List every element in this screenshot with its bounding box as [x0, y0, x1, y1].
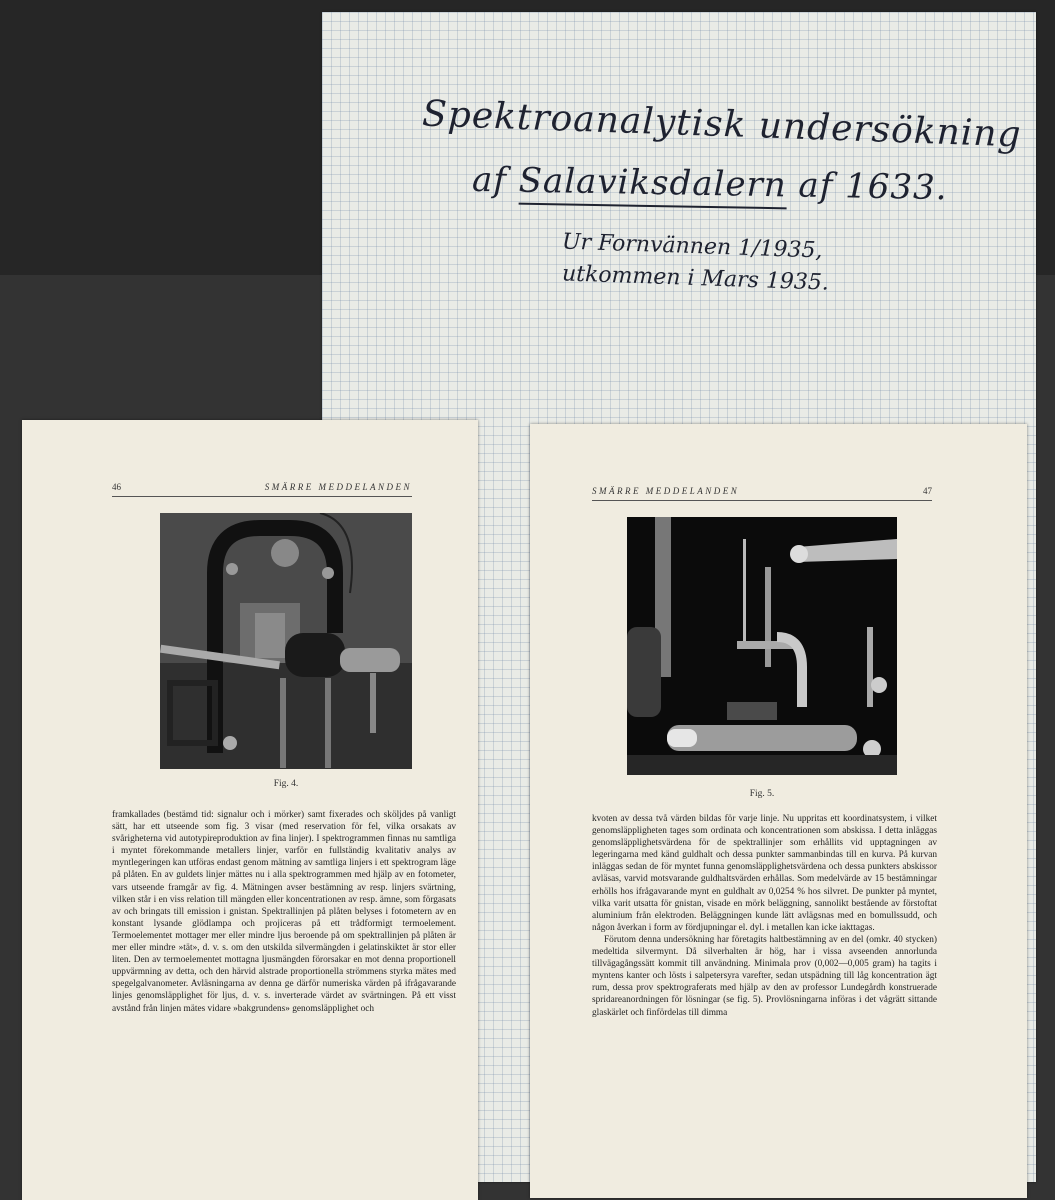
figure-4-photo [160, 513, 412, 769]
page-47 [530, 424, 1027, 1198]
running-head [112, 482, 412, 497]
handwritten-title-line-2 [472, 160, 948, 208]
figure-4-caption: Fig. 4. [273, 779, 299, 789]
page-number: 47 [923, 486, 932, 496]
handwritten-underlined-title: Salaviksdalern [518, 161, 787, 210]
page-47-body-text [592, 813, 937, 1019]
figure-5-photo [627, 517, 897, 775]
figure-5-caption: Fig. 5. [749, 789, 775, 799]
page-46 [22, 420, 478, 1200]
handwritten-source-line: Ur Fornvännen 1/1935, [561, 229, 823, 264]
page-46-body-text [112, 809, 456, 1015]
paragraph: kvoten av dessa två värden bildas för varje linje. Nu uppritas ett koordinatsystem, i vilket genomsläppligheten tages som ordinata och koncentrationen som abskissa. I detta inläggas genomsläpplighetsvärdena för de spektrallinjer som erhållits vid upptagningen av legeringarna med känd guldhalt och dessa punkter sammanbindas till en kurva. På kurvan inläggas sedan de för myntet funna genomsläpplighetsvärdena och dessa punkters abskissor avläsas, varvid motsvarande guldhaltsvärden erhållas. Som medelvärde av 15 bestämningar erhölls hos ifrågavarande mynt en guldhalt av 0,0254 % hos silvret. De punkter på myntet, vilka varit utsatta för gnistan, visade en mörk beläggning, sannolikt bestående av förstoftat aluminium från elektroden. Beläggningen kunde lätt avlägsnas med en bomullssudd, och någon åverkan i form av fördjupningar el. dyl. i metallen kan icke iakttagas. [592, 814, 937, 933]
photometer-image [160, 513, 412, 769]
running-head-title: SMÄRRE MEDDELANDEN [264, 482, 412, 492]
running-head [592, 486, 932, 501]
page-number: 46 [112, 482, 121, 492]
running-head-title: SMÄRRE MEDDELANDEN [592, 486, 740, 496]
handwritten-year: af 1633. [798, 165, 948, 209]
sprayer-apparatus-image [627, 517, 897, 775]
handwritten-af: af [471, 159, 508, 201]
handwritten-title-line-1: Spektroanalytisk undersökning [421, 93, 1023, 156]
handwritten-date-line: utkommen i Mars 1935. [561, 261, 830, 296]
paragraph: framkallades (bestämd tid: signalur och i mörker) samt fixerades och sköljdes på vanligt sätt, har ett utseende som fig. 3 visar (med reservation för fel, vilka orsakats av svårigheterna vid autotypireproduktion av fina linjer). I spektrogrammen finnas nu samtliga i myntet förekommande metallers linjer, varför en fullständig kvalitativ analys av myntlegeringen kan utföras endast genom mätning av samtliga linjers i ett spektrogram läge på plåten. En av guldets linjer mättes nu i alla spektrogrammen med hjälp av en fotometer, vars utseende framgår av fig. 4. Mätningen avser bestämning av resp. linjers svärtning, vilken står i en viss relation till mängden eller koncentrationen av resp. ämne, som förgasats av och bringats till emission i gnistan. Spektrallinjen på plåten belyses i fotometern av en konstant lysande glödlampa och projiceras på ett trådformigt termoelement. Termoelementet mottager mer eller mindre ljus beroende på om spektrallinjen på plåten är mer eller mindre »tät», d. v. s. om den utskilda silvermängden i gelatinskiktet är stor eller liten. Den av termoelementet mottagna ljusmängden förorsakar en mot denna proportionell uppvärmning av detta, och den härvid alstrade proportionella strömmens styrka mätes med spegelgalvanometer. Avläsningarna av denna ge därför numeriska värden på ifrågavarande linjes genomsläpplighet för ljus, d. v. s. inverterade värdet av svärtningen. På ett visst avstånd från linjen mätes vidare »bakgrundens» genomsläpplighet och [112, 810, 456, 1014]
paragraph: Förutom denna undersökning har företagits haltbestämning av en del (omkr. 40 stycken) medeltida silvermynt. Då silverhalten är hög, har i vissa avseenden annorlunda tillvägagångssätt kommit till användning. Minimala prov (0,002—0,005 gram) ha tagits i myntens kanter och lösts i salpetersyra varefter, sedan utspädning till låg koncentration ägt rum, dessa prov spektrograferats med hjälp av den av professor Lundegårdh konstruerade spridareanordningen för lösningar (se fig. 5). Provlösningarna införas i det vågrätt sittande glaskärlet och finfördelas till dimma [592, 934, 937, 1018]
